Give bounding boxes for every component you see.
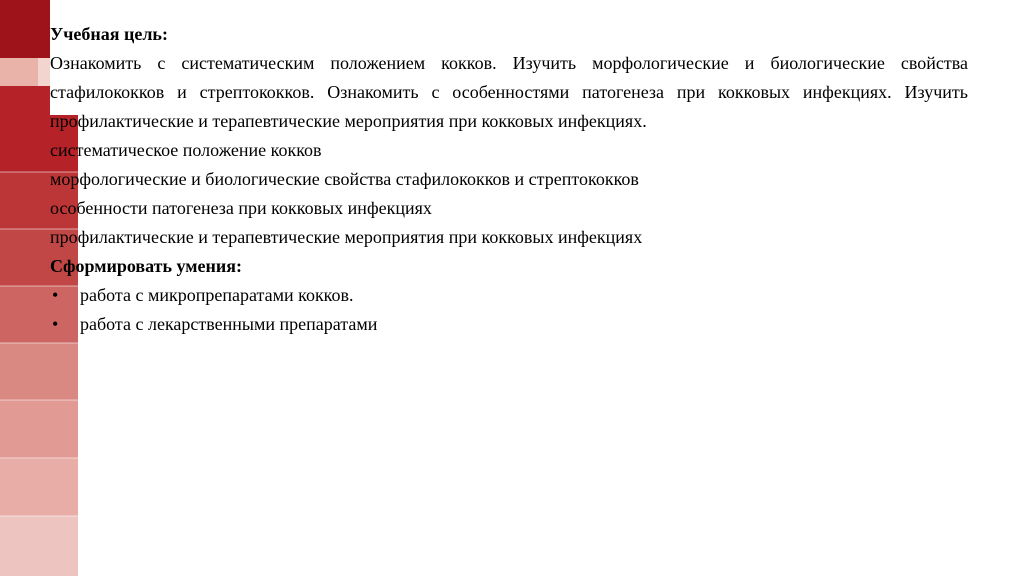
- slide-content: [50, 20, 968, 339]
- topic-line: профилактические и терапевтические мероприятия при кокковых инфекциях: [50, 227, 643, 247]
- skills-heading: Сформировать умения:: [50, 256, 242, 276]
- bullet-icon: •: [52, 314, 59, 334]
- bullet-icon: •: [52, 285, 59, 305]
- skill-text: работа с лекарственными препаратами: [80, 314, 378, 334]
- deco-block: [0, 58, 38, 86]
- topic-line: морфологические и биологические свойства стафилококков и стрептококков: [50, 169, 639, 189]
- skill-list-item: [50, 281, 968, 310]
- deco-block: [0, 516, 78, 576]
- goal-heading: Учебная цель:: [50, 24, 168, 44]
- deco-block: [0, 458, 78, 516]
- goal-paragraph: Ознакомить с систематическим положением кокков. Изучить морфологические и биологические свойства стафилококков и стрептококков. Ознакомить с особенностями патогенеза при кокковых инфекциях. Изучить профилактические и терапевтические мероприятия при кокковых инфекциях.: [50, 53, 968, 131]
- deco-block: [0, 400, 78, 458]
- topic-line: систематическое положение кокков: [50, 140, 322, 160]
- skill-text: работа с микропрепаратами кокков.: [80, 285, 354, 305]
- deco-block: [38, 58, 50, 86]
- deco-block: [0, 86, 50, 115]
- deco-block: [0, 343, 78, 400]
- skill-list-item: [50, 310, 968, 339]
- deco-block: [0, 0, 50, 58]
- topic-line: особенности патогенеза при кокковых инфекциях: [50, 198, 432, 218]
